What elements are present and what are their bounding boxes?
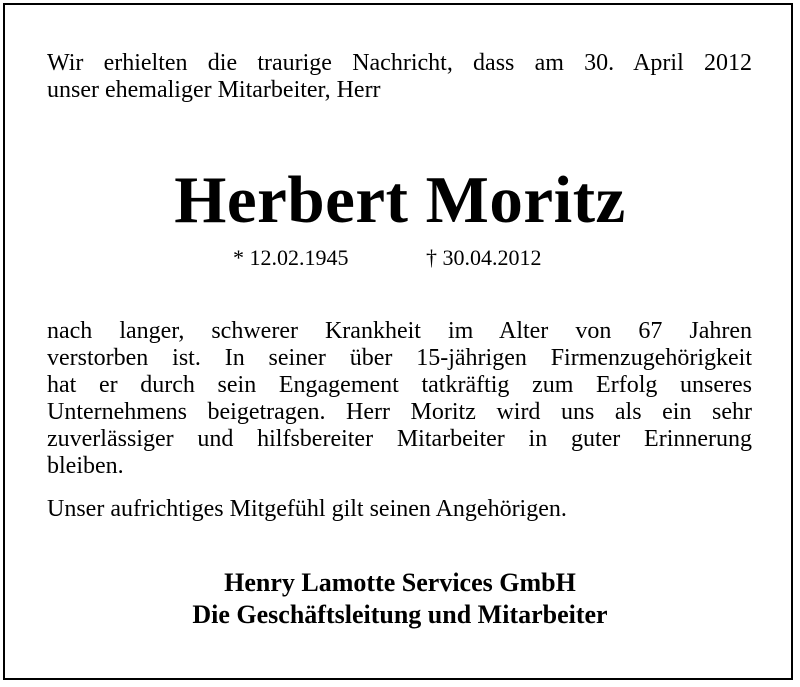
death-date: † 30.04.2012 [426, 245, 542, 270]
birth-date: * 12.02.1945 [233, 245, 349, 270]
body-paragraph [47, 318, 752, 480]
staff-line: Die Geschäftsleitung und Mitarbeiter [192, 600, 608, 629]
body-line: bleiben. [47, 453, 124, 479]
intro-paragraph [47, 50, 752, 104]
signature-block [0, 567, 800, 631]
intro-line: unser ehemaliger Mitarbeiter, Herr [47, 77, 381, 103]
body-line: nach langer, schwerer Krankheit im Alter von 67 Jahren [47, 318, 752, 344]
company-name: Henry Lamotte Services GmbH [224, 568, 576, 597]
body-line: zuverlässiger und hilfsbereiter Mitarbeiter in guter Erinnerung [47, 426, 752, 452]
body-line: hat er durch sein Engagement tatkräftig zum Erfolg unseres [47, 372, 752, 398]
body-line: Unternehmens beigetragen. Herr Moritz wird uns als ein sehr [47, 399, 752, 425]
sympathy-line: Unser aufrichtiges Mitgefühl gilt seinen Angehörigen. [47, 496, 567, 522]
body-line: verstorben ist. In seiner über 15-jährigen Firmenzugehörigkeit [47, 345, 752, 371]
deceased-name: Herbert Moritz [174, 163, 626, 237]
intro-line: Wir erhielten die traurige Nachricht, dass am 30. April 2012 [47, 50, 752, 76]
